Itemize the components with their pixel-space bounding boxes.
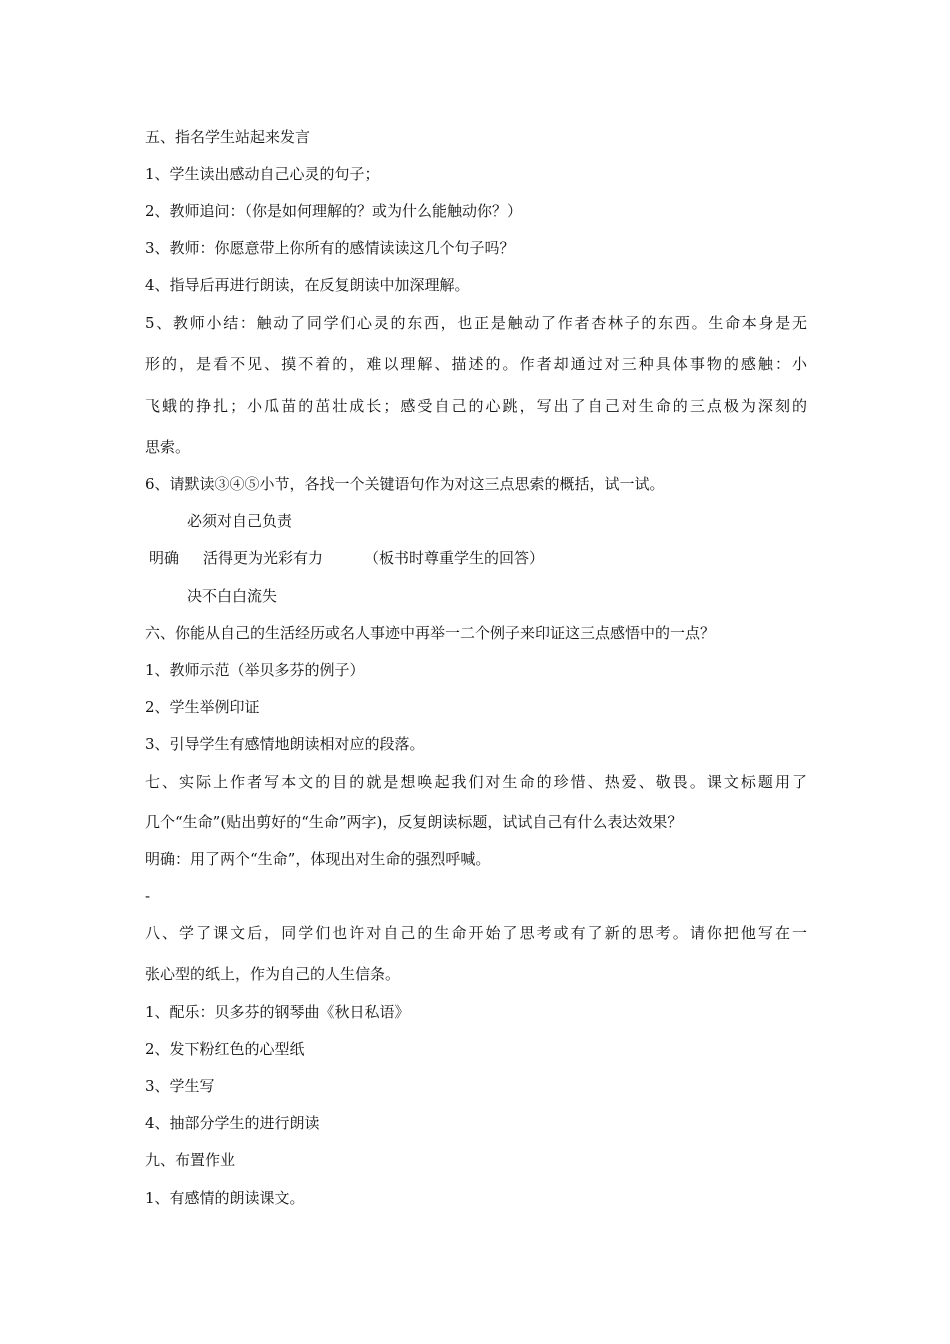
text-line: 3、学生写 xyxy=(145,1077,215,1095)
section-heading-5: 五、指名学生站起来发言 xyxy=(145,128,311,146)
text-line: 2、教师追问：（你是如何理解的？或为什么能触动你？） xyxy=(145,202,523,220)
paragraph-line: 5、教师小结：触动了同学们心灵的东西，也正是触动了作者杏林子的东西。生命本身是无 xyxy=(145,314,807,332)
text-line: 3、引导学生有感情地朗读相对应的段落。 xyxy=(145,735,425,753)
blackboard-note: （板书时尊重学生的回答） xyxy=(364,549,545,567)
dash-line: - xyxy=(145,887,151,905)
text-line: 4、指导后再进行朗读，在反复朗读中加深理解。 xyxy=(145,276,470,294)
blackboard-label: 明确 xyxy=(149,549,180,567)
blackboard-item-3: 决不白白流失 xyxy=(187,587,278,605)
section-heading-9: 九、布置作业 xyxy=(145,1151,236,1169)
text-line: 1、学生读出感动自己心灵的句子； xyxy=(145,165,380,183)
text-line: 4、抽部分学生的进行朗读 xyxy=(145,1114,320,1132)
text-line: 明确：用了两个“生命”，体现出对生命的强烈呼喊。 xyxy=(145,850,491,868)
text-line: 2、发下粉红色的心型纸 xyxy=(145,1040,305,1058)
blackboard-item-2: 活得更为光彩有力 xyxy=(203,549,324,567)
paragraph-line: 飞蛾的挣扎；小瓜苗的茁壮成长；感受自己的心跳，写出了自己对生命的三点极为深刻的 xyxy=(145,397,807,415)
text-line: 6、请默读③④⑤小节，各找一个关键语句作为对这三点思索的概括，试一试。 xyxy=(145,475,665,493)
text-line: 1、教师示范（举贝多芬的例子） xyxy=(145,661,365,679)
section-heading-8: 八、学了课文后，同学们也许对自己的生命开始了思考或有了新的思考。请你把他写在一 xyxy=(145,924,807,942)
text-line: 3、教师：你愿意带上你所有的感情读读这几个句子吗？ xyxy=(145,239,515,257)
text-line: 1、有感情的朗读课文。 xyxy=(145,1189,305,1207)
section-heading-6: 六、你能从自己的生活经历或名人事迹中再举一二个例子来印证这三点感悟中的一点？ xyxy=(145,624,716,642)
paragraph-line: 形的，是看不见、摸不着的，难以理解、描述的。作者却通过对三种具体事物的感触：小 xyxy=(145,355,807,373)
text-line: 2、学生举例印证 xyxy=(145,698,260,716)
paragraph-line: 思索。 xyxy=(145,438,191,456)
paragraph-line: 张心型的纸上，作为自己的人生信条。 xyxy=(145,965,401,983)
text-line: 1、配乐：贝多芬的钢琴曲《秋日私语》 xyxy=(145,1003,410,1021)
blackboard-item-1: 必须对自己负责 xyxy=(187,512,293,530)
paragraph-line: 几个“生命”(贴出剪好的“生命”两字)，反复朗读标题，试试自己有什么表达效果？ xyxy=(145,813,683,831)
section-heading-7: 七、实际上作者写本文的目的就是想唤起我们对生命的珍惜、热爱、敬畏。课文标题用了 xyxy=(145,773,807,791)
